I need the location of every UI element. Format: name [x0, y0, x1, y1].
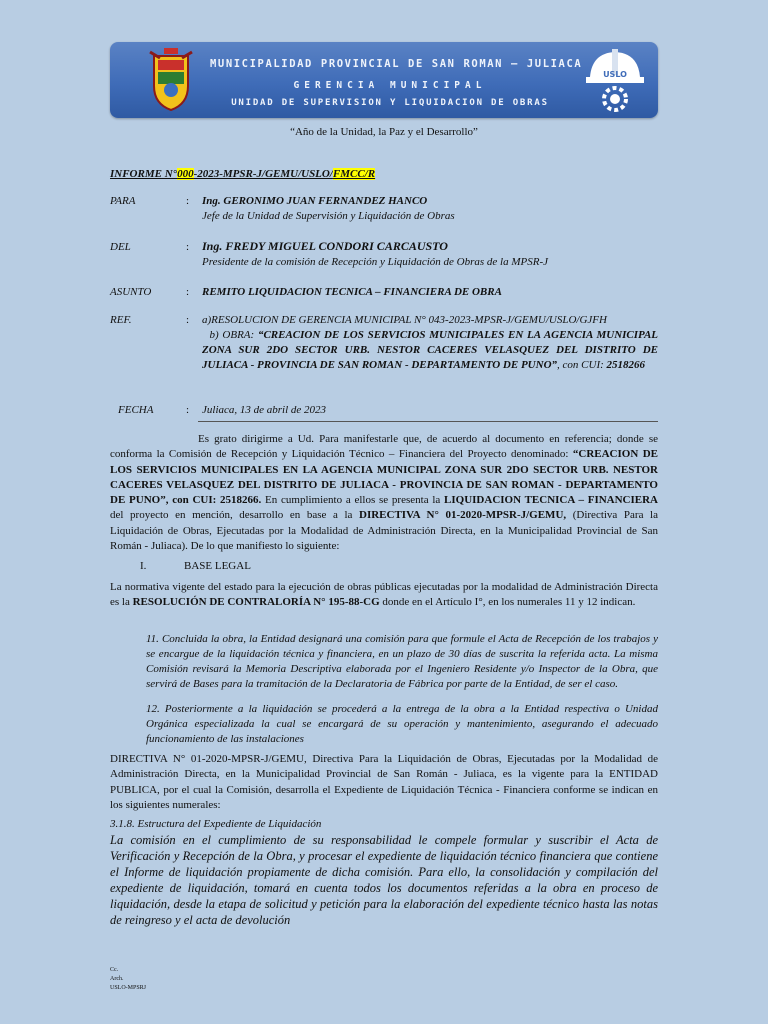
- informe-number-value: 000: [177, 168, 194, 180]
- ref-colon: :: [186, 314, 190, 326]
- header-gerencia: GERENCIA MUNICIPAL: [293, 80, 487, 91]
- ref-label: REF.: [110, 314, 132, 326]
- municipal-crest-icon: [148, 48, 194, 112]
- asunto-text: REMITO LIQUIDACION TECNICA – FINANCIERA DE OBRA: [202, 286, 502, 298]
- section-318-heading: 3.1.8. Estructura del Expediente de Liquidación: [110, 818, 322, 830]
- uslo-logo-text: USLO: [603, 70, 627, 79]
- intro-paragraph: [110, 432, 658, 554]
- ref-b-project: “CREACION DE LOS SERVICIOS MUNICIPALES EN LA AGENCIA MUNICIPAL ZONA SUR 2DO SECTOR URB. NESTOR CACERES VELASQUEZ DEL DISTRITO DE JULIACA - PROVINCIA DE SAN ROMAN - DEPARTAMENTO DE PUNO”: [202, 329, 659, 371]
- footer-org: USLO-MPSRJ: [110, 985, 147, 991]
- uslo-helmet-logo-icon: [584, 47, 646, 113]
- footer-cc: Cc.: [110, 967, 119, 973]
- motto: “Año de la Unidad, la Paz y el Desarrollo”: [290, 126, 478, 138]
- header-unit: UNIDAD DE SUPERVISION Y LIQUIDACION DE OBRAS: [231, 98, 549, 108]
- asunto-colon: :: [186, 286, 190, 298]
- legal-paragraph: [110, 580, 658, 611]
- legal-text-2: donde en el Artículo I°, en los numerales 11 y 12 indican.: [379, 596, 636, 609]
- informe-code: -2023-MPSR-J/GEMU/USLO/: [193, 168, 333, 180]
- quote-11: 11. Concluida la obra, la Entidad designará una comisión para que formule el Acta de Recepción de los trabajos y se encargue de la liquidación técnica y financiera, en un plazo de 30 días de suscrita la referida acta. La misma Comisión revisará la Memoria Descriptiva elaborada por el Ingeniero Residente y/o Inspector de la Obra, que servirá de Bases para la tramitación de la Declaratoria de Fábrica por parte de la Entidad, de ser el caso.: [146, 633, 658, 690]
- ref-b: [202, 328, 658, 373]
- informe-prefix: INFORME N°: [110, 168, 178, 180]
- ref-a: a)RESOLUCION DE GERENCIA MUNICIPAL N° 043-2023-MPSR-J/GEMU/USLO/GJFH: [202, 314, 607, 326]
- header-municipality: MUNICIPALIDAD PROVINCIAL DE SAN ROMAN – JULIACA: [210, 58, 583, 70]
- del-name: Ing. FREDY MIGUEL CONDORI CARCAUSTO: [202, 239, 448, 253]
- para-colon: :: [186, 195, 190, 207]
- para-label: PARA: [110, 195, 136, 207]
- section-title: BASE LEGAL: [184, 560, 251, 572]
- informe-initials: FMCC/R: [332, 168, 376, 180]
- quote-12: 12. Posteriormente a la liquidación se procederá a la entrega de la obra a la Entidad respectiva o Unidad Orgánica especializada la cual se encargará de su operación y mantenimiento, asegurando el adecuado funcionamiento de las instalaciones: [146, 703, 658, 745]
- para-role: Jefe de la Unidad de Supervisión y Liquidación de Obras: [202, 210, 455, 222]
- legal-resolucion: RESOLUCIÓN DE CONTRALORÍA N° 195-88-CG: [132, 596, 380, 609]
- ref-b-prefix: b) OBRA:: [209, 329, 258, 341]
- del-colon: :: [186, 241, 190, 253]
- fecha-text: Juliaca, 13 de abril de 2023: [202, 404, 327, 416]
- informe-number: [110, 168, 375, 180]
- para-name: Ing. GERONIMO JUAN FERNANDEZ HANCO: [202, 195, 428, 207]
- intro-text-3: del proyecto en mención, desarrollo en base a la: [110, 509, 359, 522]
- intro-directiva: DIRECTIVA N° 01-2020-MPSR-J/GEMU,: [359, 509, 567, 522]
- asunto-label: ASUNTO: [110, 286, 152, 298]
- header-banner: [110, 42, 658, 118]
- del-role: Presidente de la comisión de Recepción y Liquidación de Obras de la MPSR-J: [202, 256, 549, 268]
- section-number: I.: [140, 560, 147, 572]
- ref-b-cui-label: , con CUI:: [557, 359, 607, 371]
- intro-project: “CREACION DE LOS SERVICIOS MUNICIPALES EN LA AGENCIA MUNICIPAL ZONA SUR 2DO SECTOR URB. NESTOR CACERES VELASQUEZ DEL DISTRITO DE JULIACA - PROVINCIA DE SAN ROMAN - DEPARTAMENTO DE PUNO”, con CUI: 2518266.: [110, 448, 658, 507]
- del-label: DEL: [110, 241, 131, 253]
- intro-text-1: Es grato dirigirme a Ud. Para manifestarle que, de acuerdo al documento en referencia; donde se conforma la Comisión de Recepción y Liquidación Técnico – Financiera del Proyecto denominado:: [110, 433, 658, 461]
- intro-text-4: (Directiva Para la Liquidación de Obras, Ejecutadas por la Modalidad de Administración Directa, en la Municipalidad Provincial de San Román - Juliaca). De lo que manifiesto lo siguiente:: [110, 509, 658, 553]
- footer-distribution: [110, 966, 146, 993]
- intro-liquidacion: LIQUIDACION TECNICA – FINANCIERA: [444, 494, 659, 507]
- intro-text-2: En cumplimiento a ellos se presenta la: [261, 494, 445, 507]
- separator-line: [198, 421, 658, 422]
- directiva-paragraph: DIRECTIVA N° 01-2020-MPSR-J/GEMU, Directiva Para la Liquidación de Obras, Ejecutadas por la Modalidad de Administración Directa, en la Municipalidad Provincial de San Román - Juliaca, es la vigente para la ENTIDAD PUBLICA, por el cual la Comisión, desarrolla el Expediente de Liquidación Técnica - Financiera conforme se indican en los siguientes numerales:: [110, 753, 658, 811]
- fecha-label: FECHA: [118, 404, 154, 416]
- footer-arch: Arch.: [110, 976, 124, 982]
- section-318-text: La comisión en el cumplimiento de su responsabilidad le compele formular y suscribir el Acta de Verificación y Recepción de la Obra, y procesar el expediente de liquidación técnico financiera que contiene el Informe de liquidación propiamente de dicha comisión. Para ello, la consolidación y compilación del expediente de liquidación, tomará en cuenta todos los documentos referidas a la obra en proceso de liquidación, desde la etapa de solicitud y petición para la elaboración del expediente técnico hasta las notas de reingreso y el acta de devolución: [110, 833, 658, 927]
- legal-text-1: La normativa vigente del estado para la ejecución de obras públicas ejecutadas por la modalidad de Administración Directa es la: [110, 581, 658, 609]
- fecha-colon: :: [186, 404, 190, 416]
- ref-b-cui: 2518266: [606, 359, 646, 371]
